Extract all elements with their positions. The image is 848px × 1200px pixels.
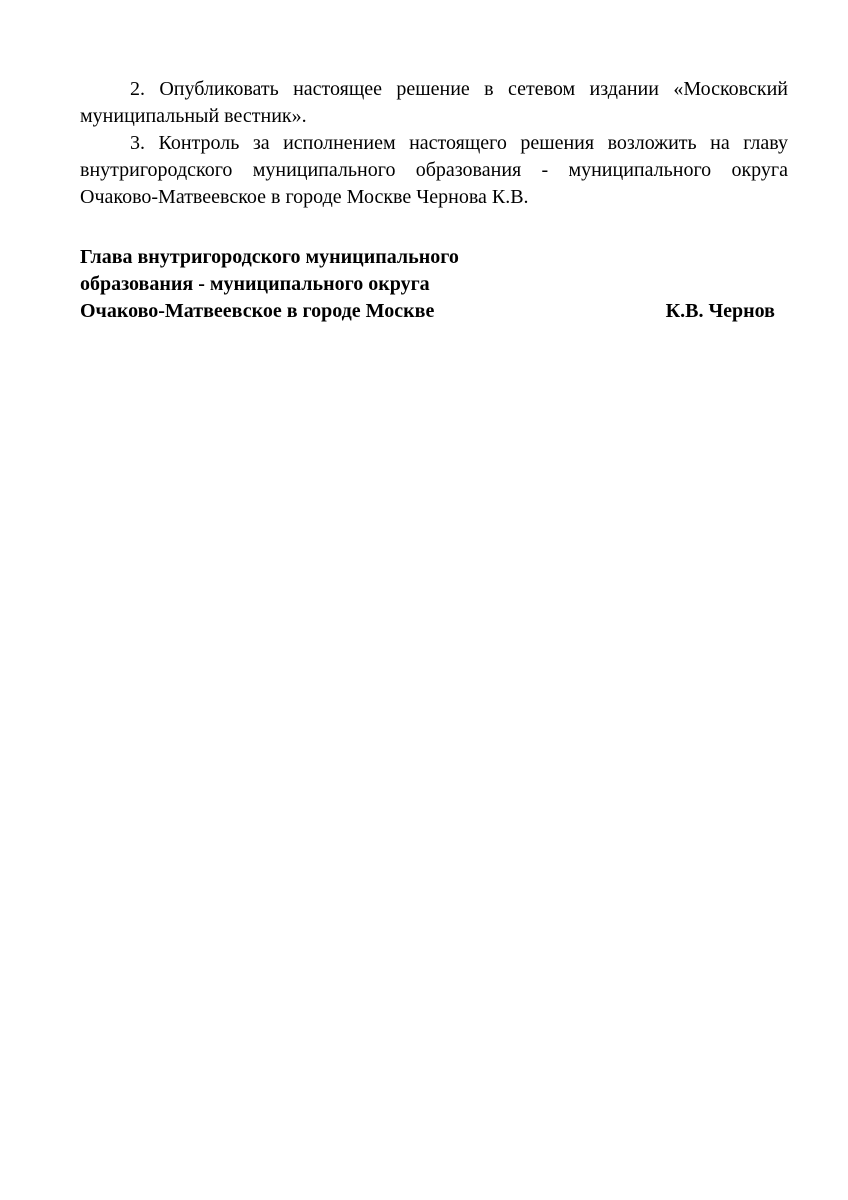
signature-title-line-2: образования - муниципального округа: [80, 273, 430, 295]
paragraph-item-2: 2. Опубликовать настоящее решение в сетевом издании «Московский муниципальный вестник».: [80, 78, 788, 127]
signature-title-text: Очаково-Матвеевское в городе Москве: [80, 300, 435, 322]
document-content: [0, 0, 848, 325]
signature-name: К.В. Чернов: [665, 300, 775, 322]
signature-title-line-1: Глава внутригородского муниципального: [80, 246, 459, 268]
signature-title-line-3: [80, 298, 788, 325]
paragraph-item-3: 3. Контроль за исполнением настоящего решения возложить на главу внутригородского муниципального образования - муниципального округа Очаково-Матвеевское в городе Москве Чернова К.В.: [80, 132, 788, 208]
signature-block: [80, 244, 788, 325]
